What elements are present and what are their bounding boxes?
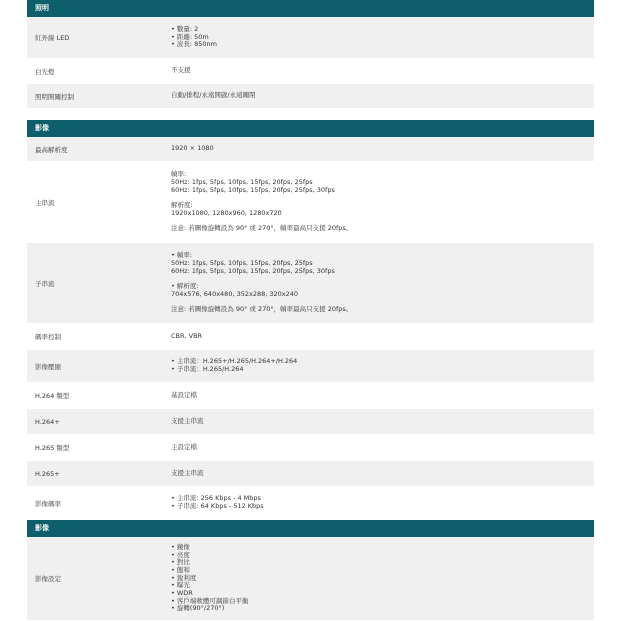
spec-value-line: • 鏡像 bbox=[171, 544, 594, 552]
spec-row bbox=[27, 59, 594, 84]
spec-row bbox=[27, 17, 594, 59]
spec-value-line: • 子串流: 64 Kbps - 512 Kbps bbox=[171, 503, 594, 511]
spec-label: H.265 類型 bbox=[35, 444, 70, 452]
spec-label: 照明開關控制 bbox=[35, 92, 74, 101]
spec-value bbox=[171, 67, 594, 75]
spec-row bbox=[27, 162, 594, 243]
spec-label: 碼率控制 bbox=[35, 333, 61, 341]
spec-value-line: CBR, VBR bbox=[171, 331, 203, 340]
spec-value-line: 注意: 若圖像旋轉設為 90° 或 270°，幀率最高只支援 20fps。 bbox=[171, 224, 353, 233]
spec-value-line: • 曝光 bbox=[171, 582, 594, 590]
section-header: 影像 bbox=[27, 520, 594, 537]
spec-value-line: • 解析度: bbox=[171, 283, 594, 291]
spec-value bbox=[171, 444, 594, 452]
spec-value-line: 支援主串流 bbox=[171, 468, 204, 477]
spec-value bbox=[171, 171, 594, 233]
spec-value-line: • 子串流：H.265/H.264 bbox=[171, 366, 594, 374]
spec-label: 影像設定 bbox=[35, 575, 61, 583]
spec-value-line: • 主串流: 256 Kbps - 4 Mbps bbox=[171, 495, 594, 503]
spec-value-line: 解析度: bbox=[171, 201, 193, 209]
spec-row bbox=[27, 383, 594, 409]
spec-label: H.264+ bbox=[35, 417, 60, 426]
spec-value-line: • 距離: 50m bbox=[171, 34, 594, 42]
spec-value-line: 注意: 若圖像旋轉設為 90° 或 270°，幀率最高只支援 20fps。 bbox=[171, 305, 353, 314]
spec-value-line: • 主串流：H.265+/H.265/H.264+/H.264 bbox=[171, 358, 594, 366]
spec-label: 最高解析度 bbox=[35, 145, 68, 154]
spec-value bbox=[171, 358, 594, 373]
spacer bbox=[171, 275, 594, 283]
spec-section-lighting bbox=[27, 0, 594, 109]
spec-value-line: • 旋轉(90°/270°) bbox=[171, 605, 594, 613]
spec-row bbox=[27, 409, 594, 435]
spec-value-line: • WDR bbox=[171, 590, 594, 598]
spec-section-image bbox=[27, 520, 594, 621]
spec-label: 影像碼率 bbox=[35, 499, 61, 508]
spec-value bbox=[171, 145, 594, 153]
spec-row bbox=[27, 137, 594, 162]
spec-label: 主串流 bbox=[35, 198, 55, 207]
spec-label: H.264 類型 bbox=[35, 392, 70, 400]
spec-value-line: 支援主串流 bbox=[171, 416, 204, 425]
spec-value bbox=[171, 495, 594, 510]
spec-value-line: • 客戶端軟體可調節白平衡 bbox=[171, 598, 594, 606]
spec-value-line: 1920x1080, 1280x960, 1280x720 bbox=[171, 208, 282, 217]
spec-row bbox=[27, 461, 594, 487]
section-header: 影像 bbox=[27, 120, 594, 137]
spec-value-line: • 波長: 850nm bbox=[171, 41, 594, 49]
spec-value-line: • 銳利度 bbox=[171, 575, 594, 583]
spec-value-line: 60Hz: 1fps, 5fps, 10fps, 15fps, 20fps, 25fps, 30fps bbox=[171, 185, 335, 194]
spec-row bbox=[27, 324, 594, 350]
spec-value-line: 60Hz: 1fps, 5fps, 10fps, 15fps, 20fps, 25fps, 30fps bbox=[171, 266, 335, 275]
spec-value bbox=[171, 392, 594, 400]
spec-row bbox=[27, 435, 594, 461]
spec-label: H.265+ bbox=[35, 469, 60, 478]
spacer bbox=[171, 194, 594, 202]
section-header: 照明 bbox=[27, 0, 594, 17]
spec-label: 紅外線 LED bbox=[35, 34, 70, 42]
spec-value-line: 幀率: bbox=[171, 170, 187, 179]
spec-value-line: 704x576, 640x480, 352x288, 320x240 bbox=[171, 289, 299, 298]
spec-value bbox=[171, 470, 594, 478]
spec-value-line: 主設定檔 bbox=[171, 442, 197, 451]
spec-value bbox=[171, 333, 594, 341]
spec-label: 子串流 bbox=[35, 279, 55, 288]
spec-value-line: • 亮度 bbox=[171, 552, 594, 560]
spec-label: 白光燈 bbox=[35, 67, 55, 76]
spec-value bbox=[171, 26, 594, 49]
spec-row bbox=[27, 537, 594, 621]
spec-value-line: 不支援 bbox=[171, 66, 191, 75]
spec-label: 影像壓縮 bbox=[35, 362, 61, 371]
spec-value bbox=[171, 544, 594, 613]
spec-value-line: 1920 × 1080 bbox=[171, 144, 214, 153]
spec-value-line: • 數量: 2 bbox=[171, 26, 594, 34]
spec-row bbox=[27, 350, 594, 383]
spec-value-line: • 飽和 bbox=[171, 567, 594, 575]
spec-value bbox=[171, 92, 594, 100]
spec-value-line: 基設定檔 bbox=[171, 390, 197, 399]
spec-row bbox=[27, 243, 594, 324]
spec-value bbox=[171, 418, 594, 426]
spec-value bbox=[171, 252, 594, 314]
spec-row bbox=[27, 487, 594, 520]
spec-value-line: 50Hz: 1fps, 5fps, 10fps, 15fps, 20fps, 25fps bbox=[171, 177, 313, 186]
spec-value-line: 50Hz: 1fps, 5fps, 10fps, 15fps, 20fps, 25fps bbox=[171, 258, 313, 267]
spec-section-video bbox=[27, 120, 594, 520]
spec-value-line: 自動/排程/永遠開啟/永遠關閉 bbox=[171, 91, 256, 100]
spec-value-line: • 幀率: bbox=[171, 252, 594, 260]
spec-row bbox=[27, 84, 594, 109]
spec-value-line: • 對比 bbox=[171, 559, 594, 567]
